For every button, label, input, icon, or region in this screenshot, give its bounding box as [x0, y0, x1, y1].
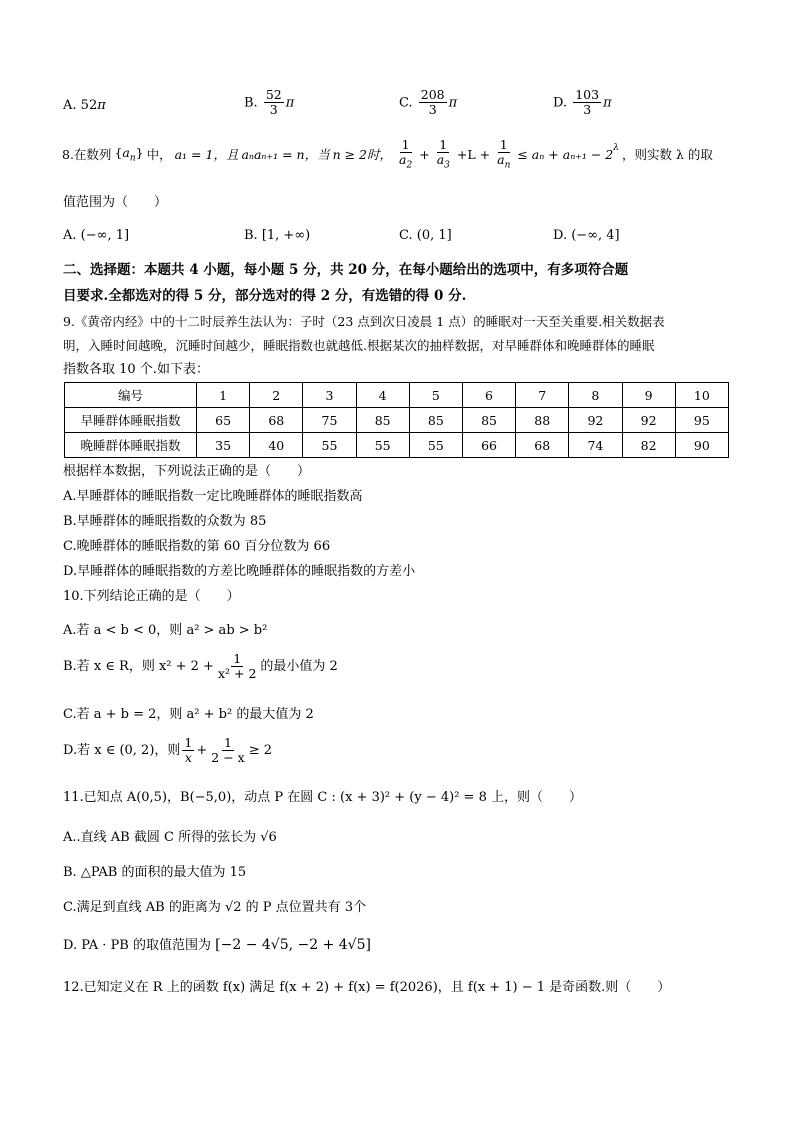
sleep-index-table — [64, 382, 729, 458]
table-cell: 55 — [409, 433, 462, 458]
q11-option-c: C.满足到直线 AB 的距离为 √2 的 P 点位置共有 3个 — [63, 900, 367, 915]
table-row — [65, 408, 729, 433]
q9-option-c: C.晚睡群体的睡眠指数的第 60 百分位数为 66 — [63, 539, 331, 554]
table-cell: 编号 — [65, 383, 197, 408]
q9-option-b: B.早睡群体的睡眠指数的众数为 85 — [63, 514, 267, 529]
table-cell: 1 — [197, 383, 250, 408]
section2-heading-line2: 目要求.全都选对的得 5 分，部分选对的得 2 分，有选错的得 0 分. — [63, 288, 467, 304]
q8-option-a: A. (−∞, 1] — [63, 228, 130, 243]
q10-option-a: A.若 a < b < 0，则 a² > ab > b² — [63, 623, 268, 638]
q7-option-a: A. 52π — [63, 98, 106, 113]
q8-option-d: D. (−∞, 4] — [553, 228, 620, 243]
q7-option-d: D. $\frac{103}{3}$ π — [553, 87, 612, 118]
table-cell: 2 — [250, 383, 303, 408]
table-cell: 早睡群体睡眠指数 — [65, 408, 197, 433]
table-cell: 74 — [569, 433, 622, 458]
table-cell: 3 — [303, 383, 356, 408]
q11-option-d: D. PA · PB 的取值范围为 [−2 − 4√5, −2 + 4√5] — [63, 937, 371, 953]
q11-stem: 11.已知点 A(0,5)，B(−5,0)，动点 P 在圆 C : (x + 3)² + (y − 4)² = 8 上，则（ ） — [63, 790, 582, 805]
q10-option-c: C.若 a + b = 2，则 a² + b² 的最大值为 2 — [63, 707, 314, 722]
q10-stem: 10.下列结论正确的是（ ） — [63, 589, 240, 604]
q10-option-d: D.若 x ∈ (0, 2)，则 $\frac{1}{x}$ + $\frac{1}{2 - x}$ ≥ 2 — [63, 735, 272, 766]
q8-line2: 值范围为（ ） — [63, 195, 168, 210]
table-cell: 35 — [197, 433, 250, 458]
q12-stem: 12.已知定义在 R 上的函数 f(x) 满足 f(x + 2) + f(x) = f(2026)，且 f(x + 1) − 1 是奇函数.则（ ） — [63, 980, 671, 995]
q9-after-table: 根据样本数据，下列说法正确的是（ ） — [63, 464, 311, 479]
q9-option-a: A.早睡群体的睡眠指数一定比晚睡群体的睡眠指数高 — [63, 489, 363, 504]
table-cell: 95 — [675, 408, 728, 433]
q11-option-a: A..直线 AB 截圆 C 所得的弦长为 √6 — [63, 830, 277, 845]
table-cell: 5 — [409, 383, 462, 408]
table-cell: 92 — [622, 408, 675, 433]
q8-option-c: C. (0, 1] — [399, 228, 452, 243]
table-cell: 65 — [197, 408, 250, 433]
section2-heading-line1: 二、选择题：本题共 4 小题，每小题 5 分，共 20 分，在每小题给出的选项中，有多项符合题 — [63, 262, 629, 278]
table-cell: 40 — [250, 433, 303, 458]
table-cell: 66 — [462, 433, 515, 458]
table-cell: 90 — [675, 433, 728, 458]
table-cell: 55 — [356, 433, 409, 458]
table-cell: 92 — [569, 408, 622, 433]
q9-line1: 9.《黄帝内经》中的十二时辰养生法认为：子时（23 点到次日凌晨 1 点）的睡眠对一天至关重要.相关数据表 — [63, 314, 665, 329]
q10-option-b: B.若 x ∈ R，则 x² + 2 + $\frac{1}{\text{x² + 2}}$ 的最小值为 2 — [63, 651, 338, 682]
table-cell: 88 — [516, 408, 569, 433]
table-cell: 82 — [622, 433, 675, 458]
q7-option-c: C. $\frac{208}{3}$ π — [399, 87, 458, 118]
q8-option-b: B. [1, +∞) — [244, 228, 311, 243]
table-cell: 晚睡群体睡眠指数 — [65, 433, 197, 458]
table-cell: 4 — [356, 383, 409, 408]
q9-line2: 明，入睡时间越晚，沉睡时间越少，睡眠指数也就越低.根据某次的抽样数据，对早睡群体和晚睡群体的睡眠 — [63, 338, 655, 353]
table-cell: 8 — [569, 383, 622, 408]
q9-line3: 指数各取 10 个.如下表： — [63, 362, 209, 377]
table-row — [65, 433, 729, 458]
table-cell: 68 — [250, 408, 303, 433]
table-cell: 85 — [462, 408, 515, 433]
table-cell: 9 — [622, 383, 675, 408]
table-cell: 6 — [462, 383, 515, 408]
table-header-row — [65, 383, 729, 408]
table-cell: 85 — [356, 408, 409, 433]
table-cell: 7 — [516, 383, 569, 408]
q7-option-b: B. $\frac{52}{3}$ π — [244, 87, 295, 118]
q8-stem: 8.在数列 $\{a_n\}$ 中， a₁ = 1，且 aₙaₙ₊₁ = n，当 n ≥ 2时， $\frac{1}{a_2}$ + $\frac{1}{a_3}$ +L + $\frac{1}{a_n}$ ≤ aₙ + aₙ₊₁ − 2 $^\lambda$ ，则实数 λ 的取 — [62, 137, 713, 171]
table-cell: 10 — [675, 383, 728, 408]
table-cell: 85 — [409, 408, 462, 433]
q9-option-d: D.早睡群体的睡眠指数的方差比晚睡群体的睡眠指数的方差小 — [63, 564, 416, 579]
table-cell: 55 — [303, 433, 356, 458]
q11-option-b: B. △PAB 的面积的最大值为 15 — [63, 865, 247, 880]
table-cell: 68 — [516, 433, 569, 458]
table-cell: 75 — [303, 408, 356, 433]
